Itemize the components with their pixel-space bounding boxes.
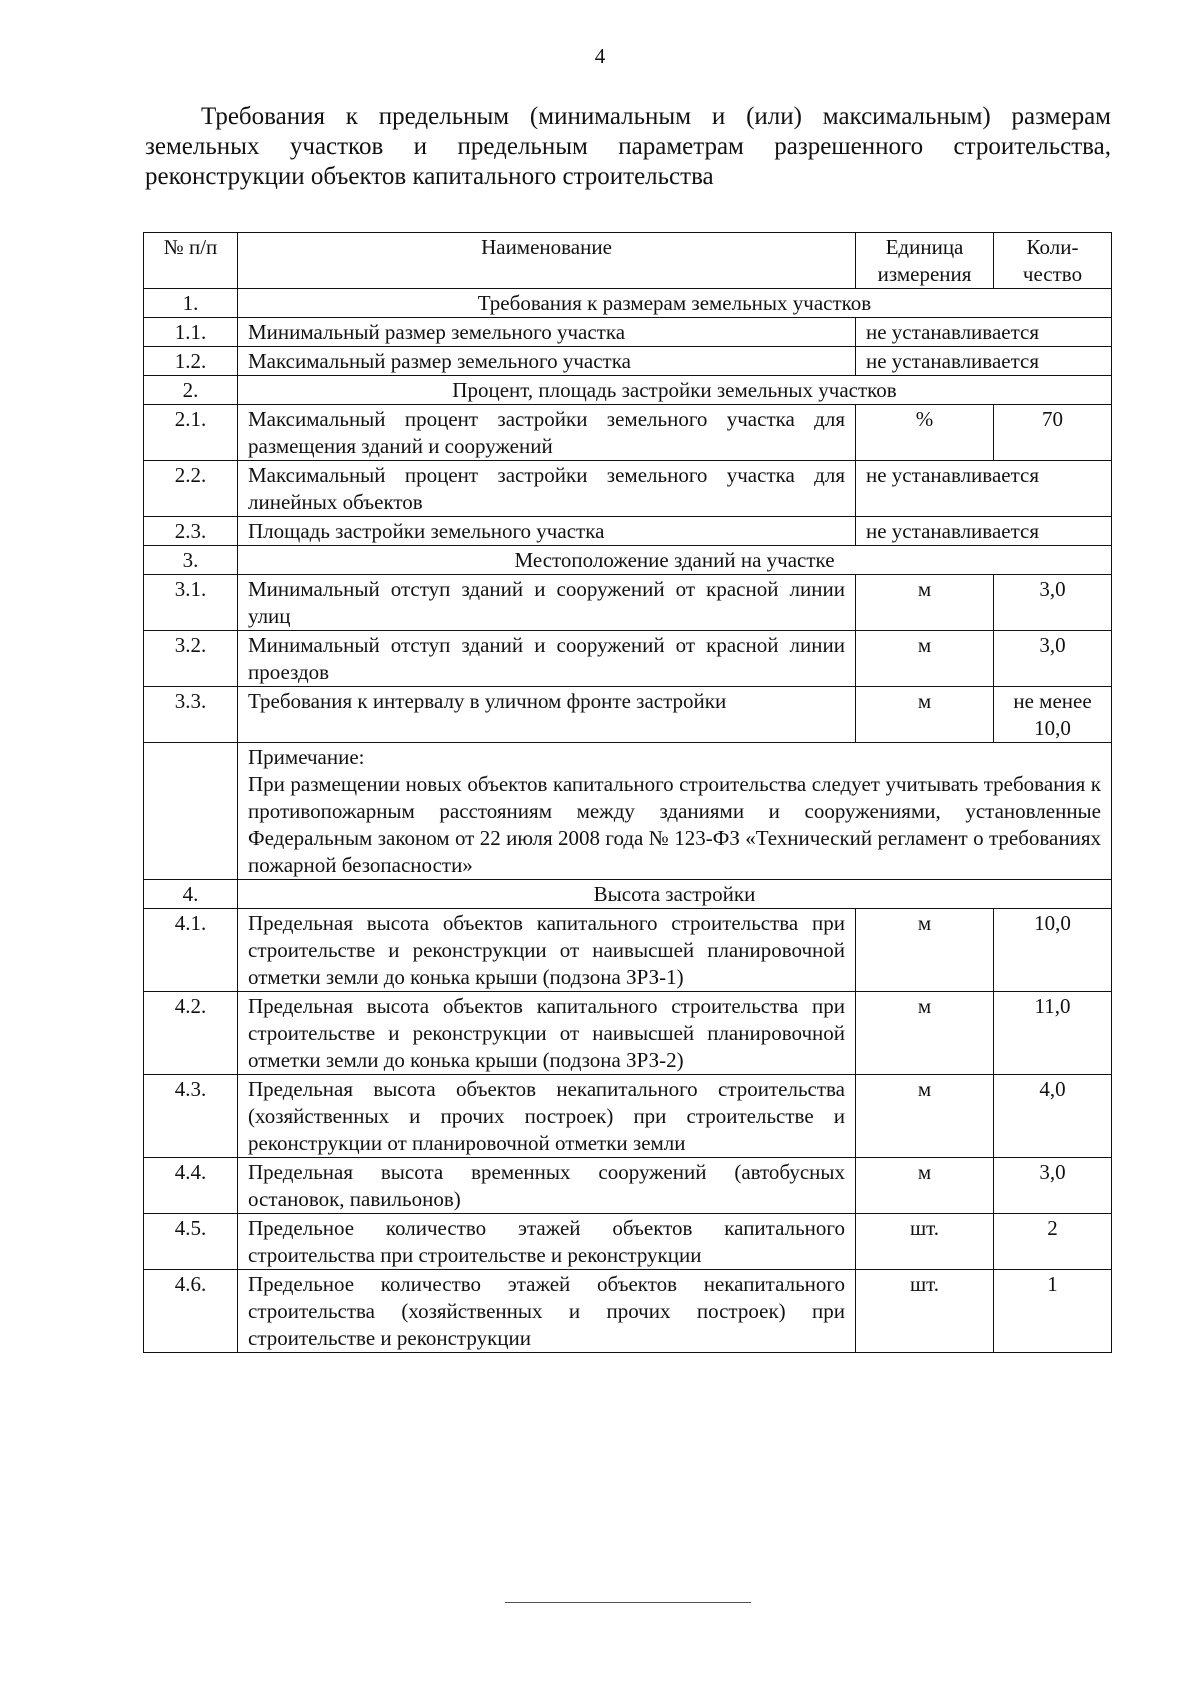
row-name: Минимальный размер земельного участка <box>238 318 856 347</box>
header-num: № п/п <box>144 233 238 289</box>
table-row <box>144 347 1112 376</box>
note-title: Примечание: <box>248 745 365 769</box>
section-title: Высота застройки <box>238 880 1112 909</box>
row-unit: м <box>856 992 994 1075</box>
row-number: 1. <box>144 289 238 318</box>
table-body <box>144 233 1112 1353</box>
section-row <box>144 289 1112 318</box>
row-number: 4.2. <box>144 992 238 1075</box>
row-quantity: 11,0 <box>994 992 1112 1075</box>
row-name: Минимальный отступ зданий и сооружений от красной линии улиц <box>238 575 856 631</box>
row-unit: м <box>856 909 994 992</box>
section-row <box>144 546 1112 575</box>
row-name: Предельная высота объектов капитального строительства при строительстве и реконструкции от наивысшей планировочной отметки земли до конька крыши (подзона ЗРЗ-2) <box>238 992 856 1075</box>
row-quantity: 2 <box>994 1214 1112 1270</box>
page-number: 4 <box>594 44 606 68</box>
row-unit: м <box>856 1158 994 1214</box>
row-name: Площадь застройки земельного участка <box>238 517 856 546</box>
note-empty-cell <box>144 743 238 880</box>
row-number: 4. <box>144 880 238 909</box>
row-quantity: 4,0 <box>994 1075 1112 1158</box>
row-number: 4.3. <box>144 1075 238 1158</box>
heading-text: Требования к предельным (минимальным и (или) максимальным) размерам земельных участков и предельным параметрам разрешенного строительства, реконструкции объектов капитального строительства <box>145 103 1111 190</box>
row-number: 2.1. <box>144 405 238 461</box>
table-row <box>144 687 1112 743</box>
row-number: 3.1. <box>144 575 238 631</box>
header-name: Наименование <box>238 233 856 289</box>
row-unit: шт. <box>856 1214 994 1270</box>
row-quantity: 3,0 <box>994 575 1112 631</box>
row-name: Предельная высота временных сооружений (автобусных остановок, павильонов) <box>238 1158 856 1214</box>
row-quantity: 3,0 <box>994 1158 1112 1214</box>
table-row <box>144 1270 1112 1353</box>
row-unit: м <box>856 575 994 631</box>
note-text: При размещении новых объектов капитального строительства следует учитывать требования к противопожарным расстояниям между зданиями и сооружениями, установленные Федеральным законом от 22 июля 2008 года № 123-ФЗ «Технический регламент о требованиях пожарной безопасности» <box>248 772 1101 877</box>
header-unit: Единица измерения <box>856 233 994 289</box>
row-quantity: 3,0 <box>994 631 1112 687</box>
row-number: 3. <box>144 546 238 575</box>
table-row <box>144 1158 1112 1214</box>
row-number: 4.1. <box>144 909 238 992</box>
footer-divider <box>505 1602 751 1603</box>
note-row <box>144 743 1112 880</box>
row-quantity: 70 <box>994 405 1112 461</box>
row-quantity: не менее 10,0 <box>994 687 1112 743</box>
row-number: 3.2. <box>144 631 238 687</box>
section-title: Процент, площадь застройки земельных участков <box>238 376 1112 405</box>
row-quantity: 10,0 <box>994 909 1112 992</box>
table-row <box>144 909 1112 992</box>
row-name: Максимальный процент застройки земельного участка для размещения зданий и сооружений <box>238 405 856 461</box>
row-value: не устанавливается <box>856 318 1112 347</box>
row-number: 2.3. <box>144 517 238 546</box>
row-unit: м <box>856 687 994 743</box>
row-name: Предельное количество этажей объектов некапитального строительства (хозяйственных и прочих построек) при строительстве и реконструкции <box>238 1270 856 1353</box>
row-value: не устанавливается <box>856 347 1112 376</box>
requirements-table <box>143 232 1112 1353</box>
document-heading <box>145 102 1111 192</box>
row-number: 2. <box>144 376 238 405</box>
table-row <box>144 517 1112 546</box>
row-unit: м <box>856 631 994 687</box>
row-number: 1.1. <box>144 318 238 347</box>
row-value: не устанавливается <box>856 517 1112 546</box>
row-unit: м <box>856 1075 994 1158</box>
table-row <box>144 405 1112 461</box>
table-row <box>144 575 1112 631</box>
table-row <box>144 1214 1112 1270</box>
table-row <box>144 461 1112 517</box>
row-number: 3.3. <box>144 687 238 743</box>
row-quantity: 1 <box>994 1270 1112 1353</box>
row-name: Максимальный размер земельного участка <box>238 347 856 376</box>
row-number: 4.6. <box>144 1270 238 1353</box>
section-title: Требования к размерам земельных участков <box>238 289 1112 318</box>
row-name: Предельная высота объектов капитального строительства при строительстве и реконструкции от наивысшей планировочной отметки земли до конька крыши (подзона ЗРЗ-1) <box>238 909 856 992</box>
row-unit: шт. <box>856 1270 994 1353</box>
table-row <box>144 631 1112 687</box>
section-title: Местоположение зданий на участке <box>238 546 1112 575</box>
section-row <box>144 880 1112 909</box>
row-name: Предельное количество этажей объектов капитального строительства при строительстве и реконструкции <box>238 1214 856 1270</box>
row-number: 4.5. <box>144 1214 238 1270</box>
row-value: не устанавливается <box>856 461 1112 517</box>
row-number: 4.4. <box>144 1158 238 1214</box>
header-qty: Коли-чество <box>994 233 1112 289</box>
table-header-row <box>144 233 1112 289</box>
row-unit: % <box>856 405 994 461</box>
row-number: 1.2. <box>144 347 238 376</box>
table-row <box>144 318 1112 347</box>
section-row <box>144 376 1112 405</box>
row-name: Минимальный отступ зданий и сооружений от красной линии проездов <box>238 631 856 687</box>
row-name: Максимальный процент застройки земельного участка для линейных объектов <box>238 461 856 517</box>
table-row <box>144 1075 1112 1158</box>
row-name: Предельная высота объектов некапитального строительства (хозяйственных и прочих построек) при строительстве и реконструкции от планировочной отметки земли <box>238 1075 856 1158</box>
note-cell <box>238 743 1112 880</box>
table-row <box>144 992 1112 1075</box>
row-name: Требования к интервалу в уличном фронте застройки <box>238 687 856 743</box>
row-number: 2.2. <box>144 461 238 517</box>
